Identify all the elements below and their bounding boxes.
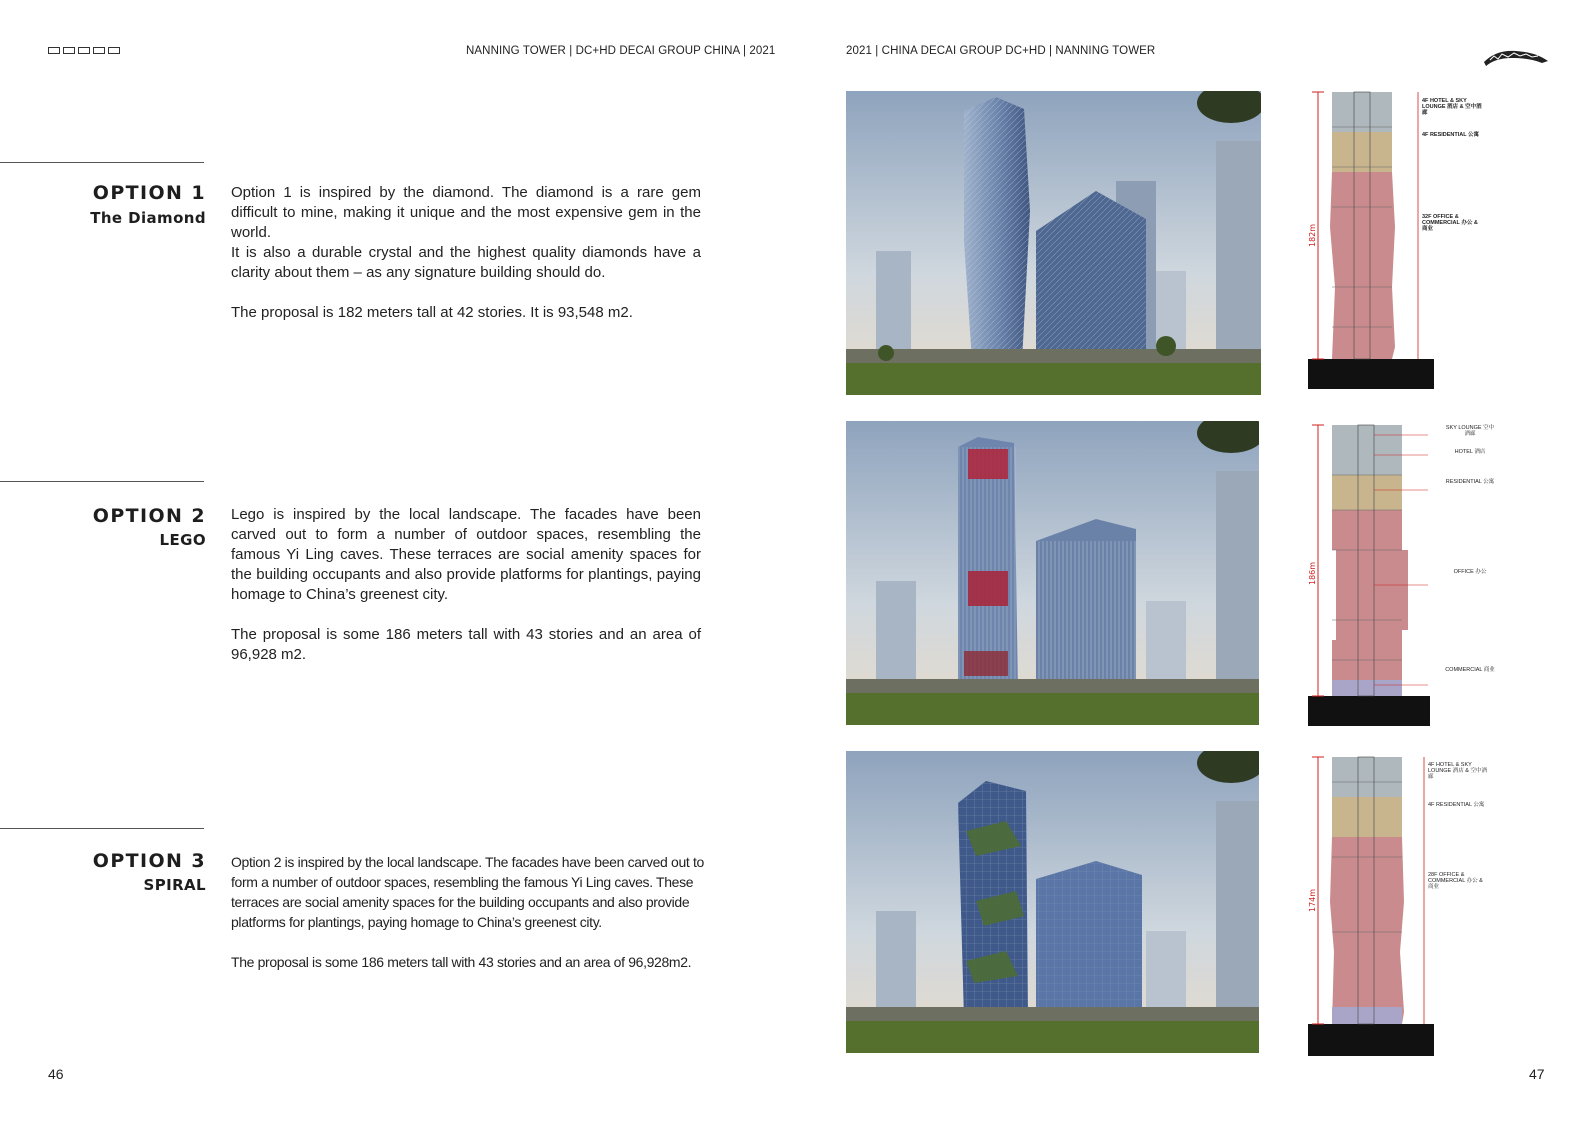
- option-3-subtitle: SPIRAL: [143, 876, 206, 894]
- section-rule-1: [0, 162, 204, 163]
- page-number-left: 46: [48, 1066, 64, 1082]
- option-3-title: OPTION 3: [92, 850, 206, 872]
- section-2-label-commercial: COMMERCIAL 商业: [1445, 667, 1495, 673]
- option-3-paragraph: Option 2 is inspired by the local landscape. The facades have been carved out to form a number of outdoor spaces, resembling the famous Yi Ling caves. These terraces are social amenity spaces for the building occupants and also provide platforms for plantings, paying homage to China’s greenest city.: [231, 854, 704, 930]
- height-dimension-label: 174m: [1308, 888, 1317, 912]
- rendering-option-1-image: [846, 91, 1261, 395]
- section-1-label-residential: 4F RESIDENTIAL 公寓: [1422, 132, 1480, 138]
- section-rule-2: [0, 481, 204, 482]
- section-1-labels: [1422, 98, 1482, 232]
- section-2-labels: [1445, 425, 1495, 673]
- publisher-logo: [48, 47, 120, 54]
- option-1-stats: The proposal is 182 meters tall at 42 stories. It is 93,548 m2.: [231, 304, 633, 321]
- height-dimension-label: 186m: [1308, 561, 1317, 585]
- header-left: NANNING TOWER | DC+HD DECAI GROUP CHINA | 2021: [466, 45, 776, 57]
- section-2-label-residential: RESIDENTIAL 公寓: [1445, 479, 1495, 485]
- option-2-subtitle: LEGO: [159, 531, 206, 549]
- rendering-option-2-image: [846, 421, 1259, 725]
- header-right: 2021 | CHINA DECAI GROUP DC+HD | NANNING TOWER: [846, 45, 1156, 57]
- section-1-label-hotel: 4F HOTEL & SKY LOUNGE 酒店 & 空中酒廊: [1422, 98, 1482, 116]
- section-3-label-office: 28F OFFICE & COMMERCIAL 办公 & 商业: [1428, 872, 1483, 890]
- option-1-title: OPTION 1: [92, 182, 206, 204]
- rendering-option-3-image: [846, 751, 1259, 1053]
- option-2-paragraph: Lego is inspired by the local landscape. The facades have been carved out to form a number of outdoor spaces, resembling the famous Yi Ling caves. These terraces are social amenity spaces for the building occupants and also provide platforms for plantings, paying homage to China’s greenest city.: [231, 506, 701, 603]
- option-1-subtitle: The Diamond: [90, 209, 206, 227]
- height-dimension-label: 182m: [1308, 223, 1317, 247]
- section-2-label-office: OFFICE 办公: [1453, 569, 1487, 575]
- page-number-right: 47: [1529, 1066, 1545, 1082]
- section-2-label-hotel: HOTEL 酒店: [1454, 449, 1486, 455]
- option-1-description: [231, 183, 701, 323]
- section-rule-3: [0, 828, 204, 829]
- section-3-labels: [1428, 762, 1488, 890]
- option-2-stats: The proposal is some 186 meters tall with 43 stories and an area of 96,928 m2.: [231, 626, 701, 663]
- section-3-label-hotel: 4F HOTEL & SKY LOUNGE 酒店 & 空中酒廊: [1428, 762, 1487, 780]
- option-3-stats: The proposal is some 186 meters tall with 43 stories and an area of 96,928m2.: [231, 954, 692, 970]
- option-2-description: [231, 505, 701, 665]
- section-diagram-option-2: [1302, 420, 1462, 730]
- section-1-label-office: 32F OFFICE & COMMERCIAL 办公 & 商业: [1422, 214, 1478, 232]
- brand-mark: [1482, 46, 1550, 73]
- section-3-label-residential: 4F RESIDENTIAL 公寓: [1428, 802, 1485, 808]
- section-2-label-sky-lounge: SKY LOUNGE 空中酒廊: [1445, 425, 1495, 437]
- option-2-title: OPTION 2: [92, 505, 206, 527]
- option-3-description: [231, 852, 713, 972]
- option-1-paragraph: Option 1 is inspired by the diamond. The diamond is a rare gem difficult to mine, making it unique and the most expensive gem in the world. It is also a durable crystal and the highest quality diamonds have a clarity about them – as any signature building should do.: [231, 184, 701, 281]
